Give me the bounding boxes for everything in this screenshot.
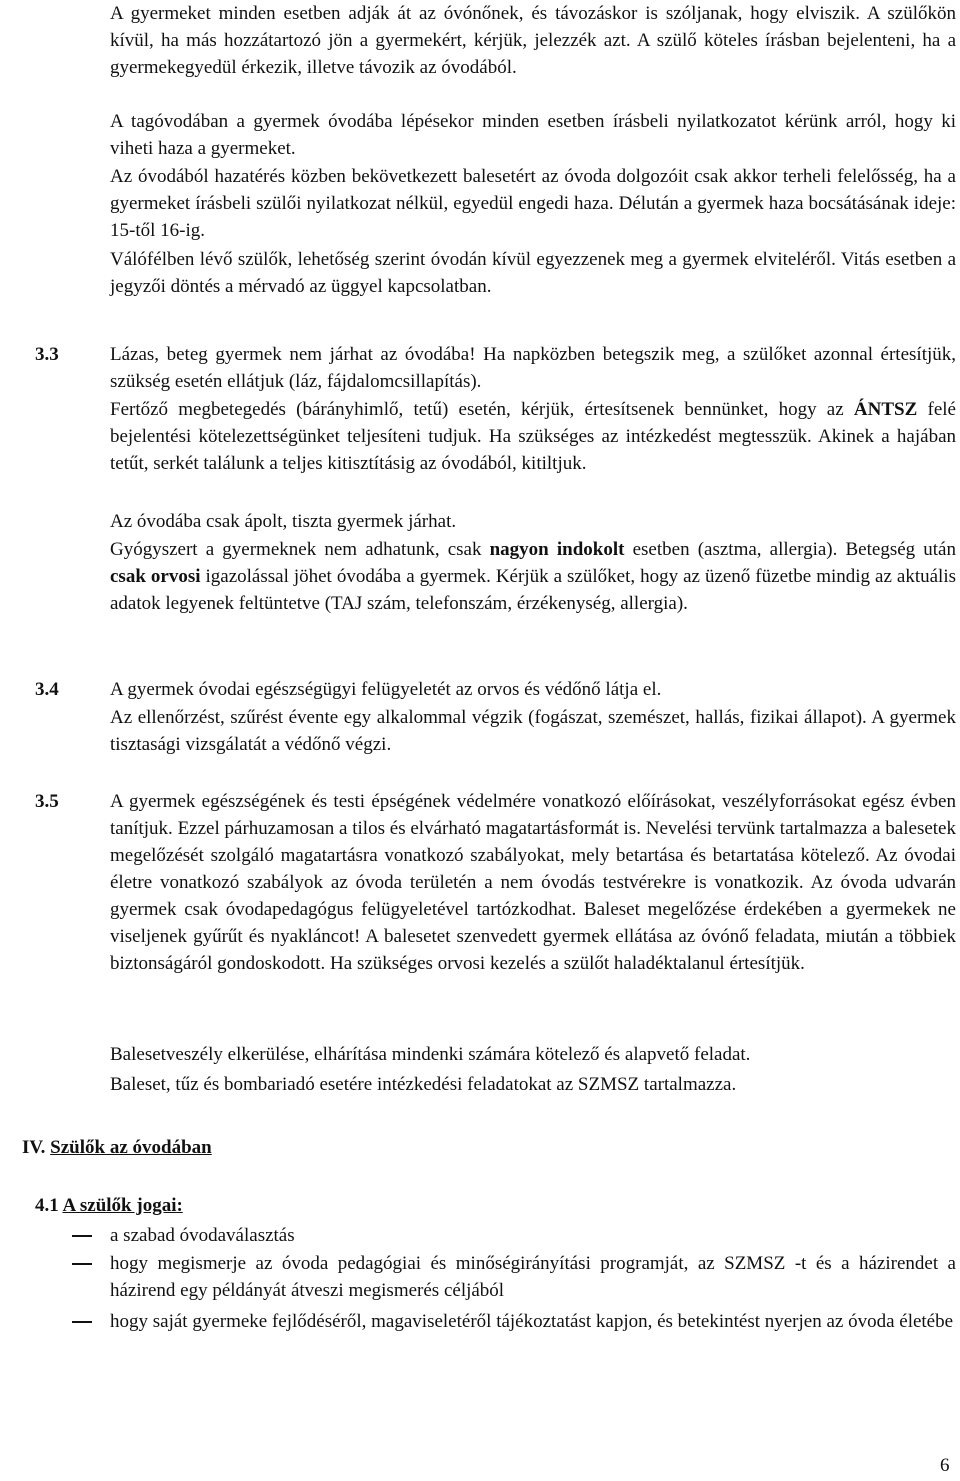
paragraph-clean-child: Az óvodába csak ápolt, tiszta gyermek járhat. bbox=[110, 511, 457, 532]
paragraph-medication: Gyógyszert a gyermeknek nem adhatunk, csak nagyon indokolt esetben (asztma, allergia). Betegség után csak orvosi igazolással jöhet óvodába a gyermek. Kérjük a szülőket, hogy az üzenő füzetbe mindig az aktuális adatok legyenek feltüntetve (TAJ szám, telefonszám, érzékenység, allergia). bbox=[110, 539, 956, 614]
paragraph-tagovoda: A tagóvodában a gyermek óvodába lépésekor minden esetben írásbeli nyilatkozatot kérünk arról, hogy ki viheti haza a gyermeket. bbox=[110, 111, 956, 159]
list-bullet-dash bbox=[72, 1321, 92, 1323]
paragraph-sick-child: Lázas, beteg gyermek nem járhat az óvodába! Ha napközben betegszik meg, a szülőket azonnal értesítjük, szükség esetén ellátjuk (láz, fájdalomcsillapítás). bbox=[110, 344, 956, 392]
section-heading-iv: IV. Szülők az óvodában bbox=[22, 1137, 212, 1158]
paragraph-infectious: Fertőző megbetegedés (bárányhimlő, tetű) esetén, kérjük, értesítsenek bennünket, hogy az ÁNTSZ felé bejelentési kötelezettségünket teljesíteni tudjuk. Ha szükséges az intézkedést megtesszük. Akinek a hajában tetűt, serkét találunk a teljes kitisztításig az óvodából, kitiltjuk. bbox=[110, 399, 956, 474]
paragraph-handover: A gyermeket minden esetben adják át az óvónőnek, és távozáskor is szóljanak, hogy elviszik. A szülőkön kívül, ha más hozzátartozó jön a gyermekért, kérjük, jelezzék azt. A szülő köteles írásban bejelenteni, ha a gyermekegyedül érkezik, illetve távozik az óvodából. bbox=[110, 3, 956, 78]
paragraph-safety: A gyermek egészségének és testi épségének védelmére vonatkozó előírásokat, veszélyforrásokat egész évben tanítjuk. Ezzel párhuzamosan a tilos és elvárható magatartásformát is. Nevelési tervünk tartalmazza a balesetek megelőzését szolgáló magatartásra vonatkozó szabályokat, mely betartása és betartatása kötelező. Az óvodai életre vonatkozó szabályok az óvoda területén a nem óvodás testvérekre is vonatkozik. Az óvoda udvarán gyermek csak óvodapedagógus felügyeletével tartózkodhat. Baleset megelőzése érdekében a gyermekek ne viseljenek gyűrűt és nyakláncot! A balesetet szenvedett gyermek ellátása az óvónő feladata, miután a többiek biztonságáról gondoskodott. Ha szükséges orvosi kezelés a szülőt haladéktalanul értesítjük. bbox=[110, 791, 956, 974]
list-item: a szabad óvodaválasztás bbox=[110, 1225, 295, 1246]
list-bullet-dash bbox=[72, 1235, 92, 1237]
list-bullet-dash bbox=[72, 1263, 92, 1265]
section-number-3-5: 3.5 bbox=[35, 791, 59, 812]
list-item: hogy megismerje az óvoda pedagógiai és minőségirányítási programját, az SZMSZ -t és a házirendet a házirend egy példányát átveszi megismerés céljából bbox=[110, 1253, 956, 1301]
paragraph-divorce: Válófélben lévő szülők, lehetőség szerint óvodán kívül egyezzenek meg a gyermek elviteléről. Vitás esetben a jegyzői döntés a mérvadó az üggyel kapcsolatban. bbox=[110, 249, 956, 297]
subsection-heading-4-1: 4.1 A szülők jogai: bbox=[35, 1195, 183, 1216]
page-number: 6 bbox=[940, 1455, 950, 1476]
paragraph-health-supervision: A gyermek óvodai egészségügyi felügyeletét az orvos és védőnő látja el. bbox=[110, 679, 662, 700]
paragraph-accident-prevention: Balesetveszély elkerülése, elhárítása mindenki számára kötelező és alapvető feladat. bbox=[110, 1044, 751, 1065]
section-number-3-3: 3.3 bbox=[35, 344, 59, 365]
paragraph-screening: Az ellenőrzést, szűrést évente egy alkalommal végzik (fogászat, szemészet, hallás, fizikai állapot). A gyermek tisztasági vizsgálatát a védőnő végzi. bbox=[110, 707, 956, 755]
list-item: hogy saját gyermeke fejlődéséről, magaviseletéről tájékoztatást kapjon, és betekintést nyerjen az óvoda életébe bbox=[110, 1311, 954, 1332]
section-number-3-4: 3.4 bbox=[35, 679, 59, 700]
paragraph-liability: Az óvodából hazatérés közben bekövetkezett balesetért az óvoda dolgozóit csak akkor terheli felelősség, ha a gyermeket írásbeli szülői nyilatkozat nélkül, egyedül engedi haza. Délután a gyermek haza bocsátásának ideje: 15-től 16-ig. bbox=[110, 166, 956, 241]
paragraph-emergency: Baleset, tűz és bombariadó esetére intézkedési feladatokat az SZMSZ tartalmazza. bbox=[110, 1074, 737, 1095]
